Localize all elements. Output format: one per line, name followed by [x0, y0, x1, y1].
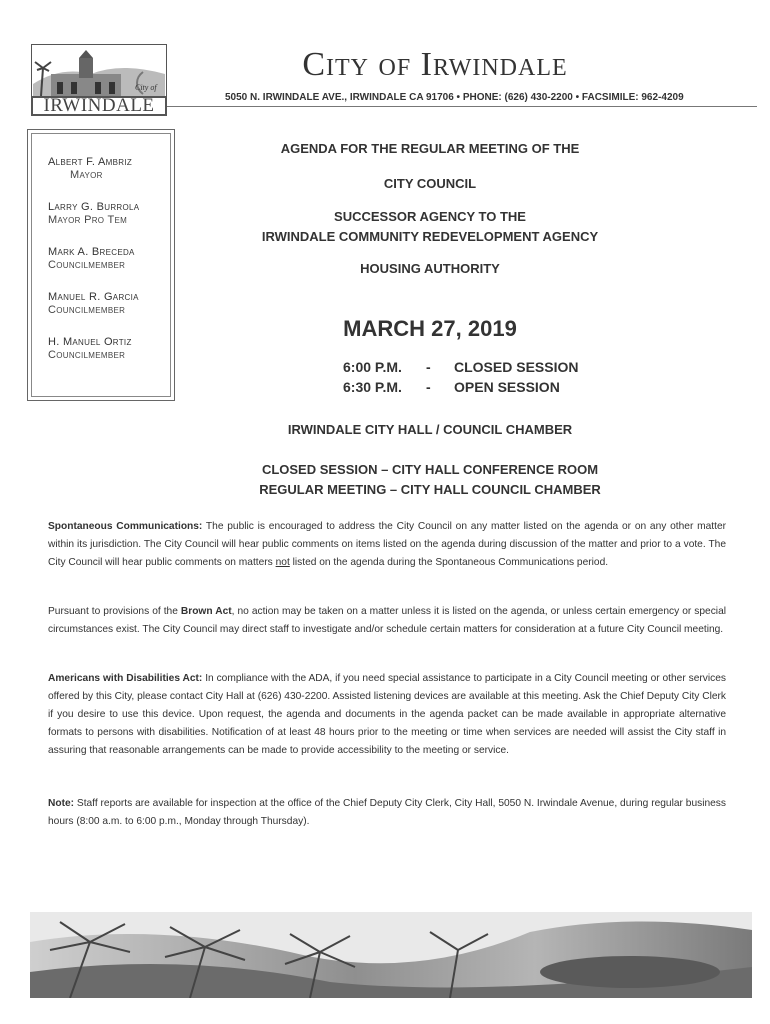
ada-paragraph — [48, 670, 726, 760]
spontaneous-communications-paragraph — [48, 518, 726, 572]
ada-text: In compliance with the ADA, if you need special assistance to participate in a City Council meeting or other services offered by this City, please contact City Hall at (626) 430-2200. Assisted listening devices are available at this meeting. Ask the Chief Deputy City Clerk if you desire to use this device. Upon request, the agenda and documents in the agenda packet can be made available in appropriate alternative formats to persons with disabilities. Notification of at least 48 hours prior to the meeting or time when services are needed will assist the City staff in assuring that reasonable arrangements can be made to provide accessibility to the meeting or service. — [48, 673, 726, 756]
member-role: Mayor Pro Tem — [48, 214, 128, 226]
agenda-heading: AGENDA FOR THE REGULAR MEETING OF THE — [280, 141, 580, 156]
brown-act-label: Brown Act — [180, 606, 232, 617]
logo-script-text: City of — [135, 83, 157, 92]
agenda-body-redevelopment-agency: IRWINDALE COMMUNITY REDEVELOPMENT AGENCY — [261, 229, 599, 244]
council-member — [48, 336, 132, 362]
city-title: City of Irwindale — [302, 46, 568, 83]
member-role: Mayor — [70, 169, 103, 181]
agenda-body-city-council: CITY COUNCIL — [383, 176, 477, 191]
regular-meeting-location: REGULAR MEETING – CITY HALL COUNCIL CHAMBER — [259, 482, 601, 497]
spontaneous-not: not — [275, 557, 290, 568]
session-time: 6:00 P.M. — [343, 359, 402, 375]
note-paragraph — [48, 795, 726, 831]
member-name: H. Manuel Ortiz — [48, 336, 132, 348]
member-role: Councilmember — [48, 304, 126, 316]
council-members-box — [27, 129, 175, 401]
member-role: Councilmember — [48, 259, 126, 271]
session-label: OPEN SESSION — [454, 379, 560, 395]
spontaneous-text-end: listed on the agenda during the Spontaneous Communications period. — [289, 557, 609, 568]
meeting-location: IRWINDALE CITY HALL / COUNCIL CHAMBER — [287, 422, 573, 437]
session-separator: - — [426, 359, 431, 375]
council-member — [48, 156, 132, 182]
brown-text: , no action may be taken on a matter unless it is listed on the agenda, or unless certain emergency or special circumstances exist. The City Council may direct staff to investigate and/or schedule certain matters for consideration at a future City Council meeting. — [48, 606, 726, 635]
council-member — [48, 246, 135, 272]
agenda-body-housing-authority: HOUSING AUTHORITY — [360, 261, 500, 276]
note-label: Note: — [48, 798, 75, 809]
address-line: 5050 N. IRWINDALE AVE., IRWINDALE CA 91706 • PHONE: (626) 430-2200 • FACSIMILE: 962-4209 — [225, 92, 684, 103]
landscape-photo-banner — [30, 912, 752, 998]
session-label: CLOSED SESSION — [454, 359, 579, 375]
council-member — [48, 291, 139, 317]
meeting-date: MARCH 27, 2019 — [343, 316, 517, 341]
council-member — [48, 201, 139, 227]
member-name: Albert F. Ambriz — [48, 156, 133, 168]
spontaneous-label: Spontaneous Communications: — [48, 521, 203, 532]
city-hall-illustration — [31, 44, 167, 100]
note-text: Staff reports are available for inspection at the office of the Chief Deputy City Clerk, City Hall, 5050 N. Irwindale Avenue, during regular business hours (8:00 a.m. to 6:00 p.m., Monday through Thursday). — [48, 798, 726, 827]
ada-label: Americans with Disabilities Act: — [48, 673, 203, 684]
member-role: Councilmember — [48, 349, 126, 361]
logo-caption: IRWINDALE — [31, 96, 167, 116]
brown-pre: Pursuant to provisions of the — [48, 606, 181, 617]
member-name: Larry G. Burrola — [48, 201, 140, 213]
member-name: Manuel R. Garcia — [48, 291, 139, 303]
session-time: 6:30 P.M. — [343, 379, 402, 395]
spontaneous-text: The public is encouraged to address the City Council on any matter listed on the agenda or on any other matter within its jurisdiction. The City Council will hear public comments on items listed on the agenda during discussion of the matter and prior to a vote. The City Council will hear public comments on matters — [48, 521, 727, 568]
session-separator: - — [426, 379, 431, 395]
agenda-body-successor-agency: SUCCESSOR AGENCY TO THE — [334, 209, 526, 224]
closed-session-location: CLOSED SESSION – CITY HALL CONFERENCE ROOM — [261, 462, 599, 477]
header-divider — [167, 106, 757, 107]
brown-act-paragraph — [48, 603, 726, 639]
member-name: Mark A. Breceda — [48, 246, 135, 258]
